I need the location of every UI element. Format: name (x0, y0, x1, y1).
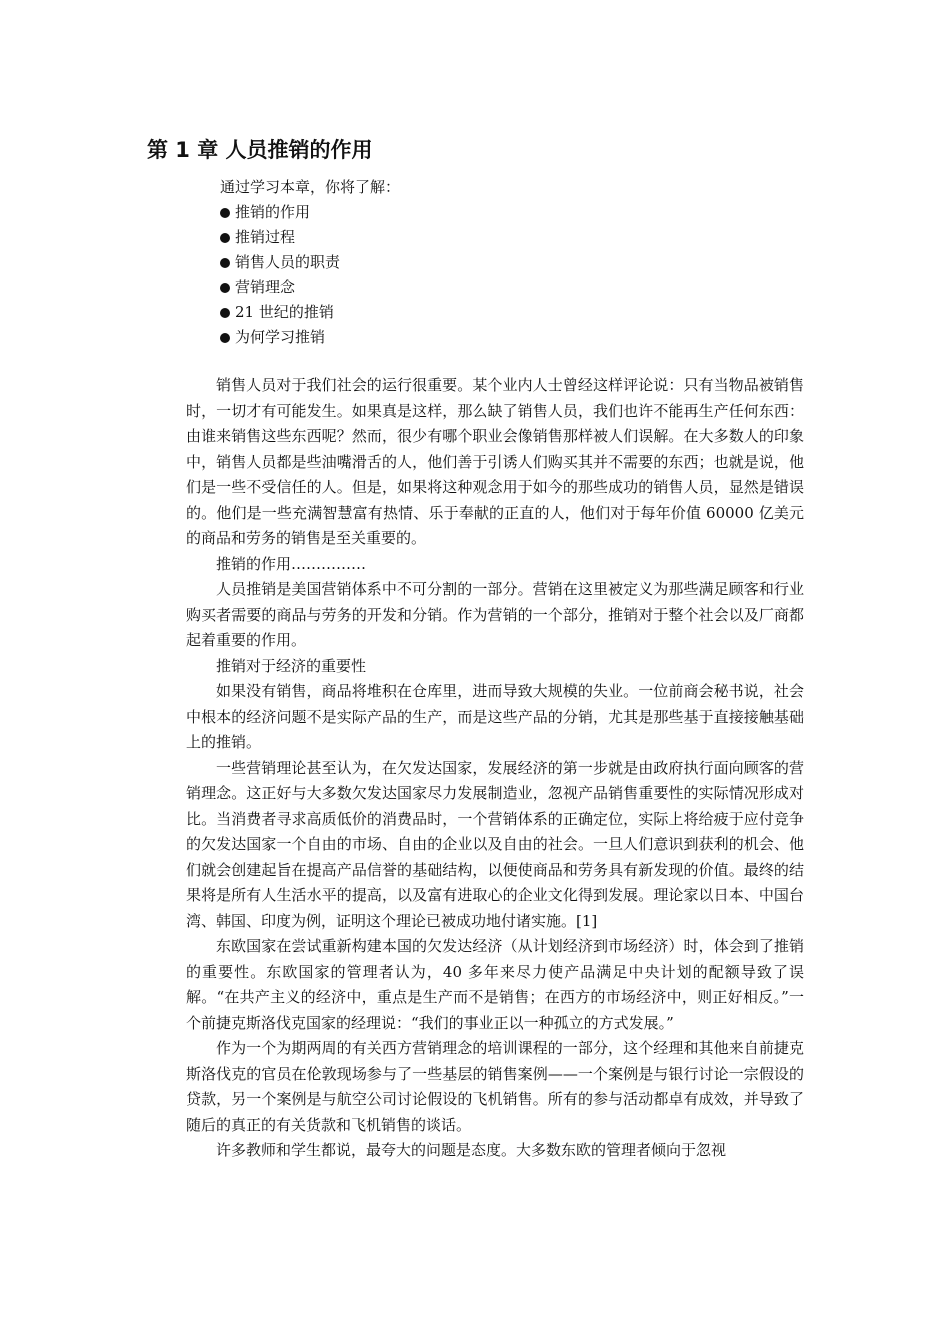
objective-item (220, 300, 740, 325)
bullet-icon (220, 308, 230, 318)
paragraph-attitude: 许多教师和学生都说，最夸大的问题是态度。大多数东欧的管理者倾向于忽视 (216, 1141, 727, 1159)
objective-label: 推销的作用 (235, 203, 311, 221)
objective-item (220, 250, 740, 275)
body-text (186, 373, 804, 1164)
objective-item (220, 225, 740, 250)
bullet-icon (220, 258, 230, 268)
objectives-list (220, 200, 740, 350)
objective-item (220, 200, 740, 225)
bullet-icon (220, 208, 230, 218)
bullet-icon (220, 233, 230, 243)
paragraph-unemployment: 如果没有销售，商品将堆积在仓库里，进而导致大规模的失业。一位前商会秘书说，社会中根本的经济问题不是实际产品的生产，而是这些产品的分销，尤其是那些基于直接接触基础上的推销。 (186, 682, 804, 751)
paragraph-training-course: 作为一个为期两周的有关西方营销理念的培训课程的一部分，这个经理和其他来自前捷克斯洛伐克的官员在伦敦现场参与了一些基层的销售案例——一个案例是与银行讨论一宗假设的贷款，另一个案例是与航空公司讨论假设的飞机销售。所有的参与活动都卓有成效，并导致了随后的真正的有关货款和飞机销售的谈话。 (186, 1039, 804, 1134)
objective-label: 销售人员的职责 (235, 253, 341, 271)
bullet-icon (220, 283, 230, 293)
section-heading-economy: 推销对于经济的重要性 (216, 656, 367, 675)
learning-objectives (220, 175, 740, 350)
objective-label: 营销理念 (235, 278, 296, 296)
chapter-title: 第 1 章 人员推销的作用 (147, 138, 373, 162)
bullet-icon (220, 333, 230, 343)
paragraph-developing-countries: 一些营销理论甚至认为，在欠发达国家，发展经济的第一步就是由政府执行面向顾客的营销理念。这正好与大多数欠发达国家尽力发展制造业，忽视产品销售重要性的实际情况形成对比。当消费者寻求高质低价的消费品时，一个营销体系的正确定位，实际上将给疲于应付竞争的欠发达国家一个自由的市场、自由的企业以及自由的社会。一旦人们意识到获利的机会、他们就会创建起旨在提高产品信誉的基础结构，以便使商品和劳务具有新发现的价值。最终的结果将是所有人生活水平的提高，以及富有进取心的企业文化得到发展。理论家以日本、中国台湾、韩国、印度为例，证明这个理论已被成功地付诸实施。[1] (186, 758, 804, 930)
objectives-intro: 通过学习本章，你将了解： (220, 178, 401, 196)
paragraph-marketing-system: 人员推销是美国营销体系中不可分割的一部分。营销在这里被定义为那些满足顾客和行业购买者需要的商品与劳务的开发和分销。作为营销的一个部分，推销对于整个社会以及厂商都起着重要的作用。 (186, 580, 804, 649)
objective-label: 推销过程 (235, 228, 296, 246)
objective-item (220, 275, 740, 300)
section-heading-role: 推销的作用…………… (216, 554, 367, 573)
paragraph-intro: 销售人员对于我们社会的运行很重要。某个业内人士曾经这样评论说：只有当物品被销售时，一切才有可能发生。如果真是这样，那么缺了销售人员，我们也许不能再生产任何东西：由谁来销售这些东西呢？然而，很少有哪个职业会像销售那样被人们误解。在大多数人的印象中，销售人员都是些油嘴滑舌的人，他们善于引诱人们购买其并不需要的东西；也就是说，他们是一些不受信任的人。但是，如果将这种观念用于如今的那些成功的销售人员，显然是错误的。他们是一些充满智慧富有热情、乐于奉献的正直的人，他们对于每年价值 60000 亿美元的商品和劳务的销售是至关重要的。 (186, 376, 804, 547)
objective-label: 为何学习推销 (235, 328, 326, 346)
paragraph-eastern-europe: 东欧国家在尝试重新构建本国的欠发达经济（从计划经济到市场经济）时，体会到了推销的重要性。东欧国家的管理者认为，40 多年来尽力使产品满足中央计划的配额导致了误解。“在共产主义的经济中，重点是生产而不是销售；在西方的市场经济中，则正好相反。”一个前捷克斯洛伐克国家的经理说：“我们的事业正以一种孤立的方式发展。” (186, 937, 804, 1032)
objective-item (220, 325, 740, 350)
objective-label: 21 世纪的推销 (235, 303, 334, 321)
